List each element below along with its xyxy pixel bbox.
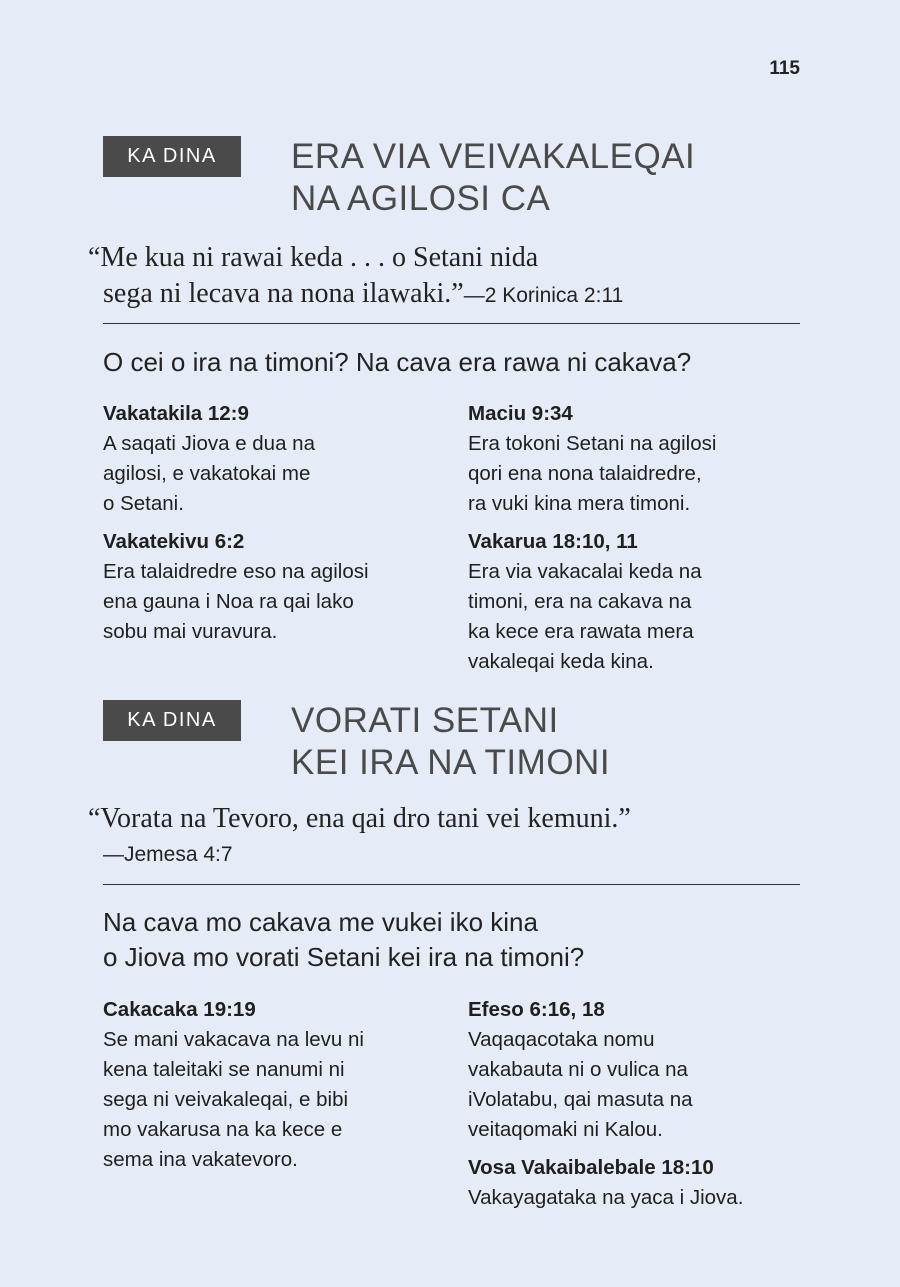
summary-line: Vakayagataka na yaca i Jiova.: [468, 1186, 744, 1209]
summary-line: sega ni veivakaleqai, e bibi: [103, 1088, 349, 1111]
scripture-quote: [88, 240, 808, 314]
summary-line: Se mani vakacava na levu ni: [103, 1028, 364, 1051]
section-title-line: VORATI SETANI: [291, 701, 559, 740]
section-question: [103, 905, 803, 975]
scripture-summary: [103, 557, 443, 647]
section-title: [291, 136, 695, 220]
section-heading: [0, 136, 900, 236]
summary-line: qori ena nona talaidredre,: [468, 462, 702, 485]
quote-line: “Me kua ni rawai keda . . . o Setani nida: [88, 242, 539, 273]
scripture-reference: Vakatekivu 6:2: [103, 530, 245, 553]
section-badge: KA DINA: [103, 136, 241, 177]
question-line: Na cava mo cakava me vukei iko kina: [103, 907, 538, 937]
scripture-entry: [468, 527, 808, 677]
summary-line: Vaqaqacotaka nomu: [468, 1028, 655, 1051]
section-heading: [0, 700, 900, 800]
scripture-entry: [468, 1153, 808, 1213]
quote-line: [88, 276, 808, 314]
quote-reference: —2 Korinica 2:11: [463, 284, 624, 307]
scripture-reference: Maciu 9:34: [468, 402, 573, 425]
summary-line: Era talaidredre eso na agilosi: [103, 560, 369, 583]
section-title-line: NA AGILOSI CA: [291, 179, 551, 218]
left-column: [103, 399, 443, 655]
right-column: [468, 995, 808, 1221]
scripture-summary: [468, 557, 808, 677]
section-badge: KA DINA: [103, 700, 241, 741]
scripture-entry: [468, 399, 808, 519]
scripture-summary: [103, 429, 443, 519]
quote-line: “Vorata na Tevoro, ena qai dro tani vei kemuni.”: [88, 803, 631, 834]
quote-text: sega ni lecava na nona ilawaki.”: [103, 278, 464, 309]
summary-line: veitaqomaki ni Kalou.: [468, 1118, 663, 1141]
divider: [103, 323, 800, 324]
scripture-summary: [468, 1183, 808, 1213]
summary-line: kena taleitaki se nanumi ni: [103, 1058, 345, 1081]
scripture-entry: [103, 995, 443, 1175]
scripture-reference: Cakacaka 19:19: [103, 998, 256, 1021]
section-title-line: KEI IRA NA TIMONI: [291, 743, 611, 782]
summary-line: agilosi, e vakatokai me: [103, 462, 311, 485]
summary-line: mo vakarusa na ka kece e: [103, 1118, 343, 1141]
section-title: [291, 700, 610, 784]
scripture-entry: [103, 527, 443, 647]
summary-line: A saqati Jiova e dua na: [103, 432, 315, 455]
scripture-summary: [468, 1025, 808, 1145]
summary-line: o Setani.: [103, 492, 184, 515]
scripture-summary: [468, 429, 808, 519]
summary-line: ena gauna i Noa ra qai lako: [103, 590, 354, 613]
summary-line: sema ina vakatevoro.: [103, 1148, 298, 1171]
scripture-reference: Vakatakila 12:9: [103, 402, 249, 425]
scripture-summary: [103, 1025, 443, 1175]
summary-line: vakaleqai keda kina.: [468, 650, 654, 673]
left-column: [103, 995, 443, 1183]
summary-line: ka kece era rawata mera: [468, 620, 694, 643]
summary-line: Era via vakacalai keda na: [468, 560, 702, 583]
divider: [103, 884, 800, 885]
question-line: O cei o ira na timoni? Na cava era rawa ni cakava?: [103, 347, 692, 377]
summary-line: iVolatabu, qai masuta na: [468, 1088, 693, 1111]
scripture-entry: [468, 995, 808, 1145]
scripture-reference: Efeso 6:16, 18: [468, 998, 605, 1021]
section-title-line: ERA VIA VEIVAKALEQAI: [291, 137, 696, 176]
question-line: o Jiova mo vorati Setani kei ira na timoni?: [103, 942, 585, 972]
summary-line: timoni, era na cakava na: [468, 590, 692, 613]
summary-line: Era tokoni Setani na agilosi: [468, 432, 717, 455]
scripture-reference: Vakarua 18:10, 11: [468, 530, 638, 553]
scripture-entry: [103, 399, 443, 519]
scripture-quote: [88, 801, 808, 873]
page-number: 115: [769, 58, 800, 79]
summary-line: vakabauta ni o vulica na: [468, 1058, 688, 1081]
scripture-reference: Vosa Vakaibalebale 18:10: [468, 1156, 714, 1179]
right-column: [468, 399, 808, 685]
summary-line: ra vuki kina mera timoni.: [468, 492, 691, 515]
quote-reference: —Jemesa 4:7: [103, 843, 233, 866]
section-question: [103, 345, 803, 380]
summary-line: sobu mai vuravura.: [103, 620, 278, 643]
